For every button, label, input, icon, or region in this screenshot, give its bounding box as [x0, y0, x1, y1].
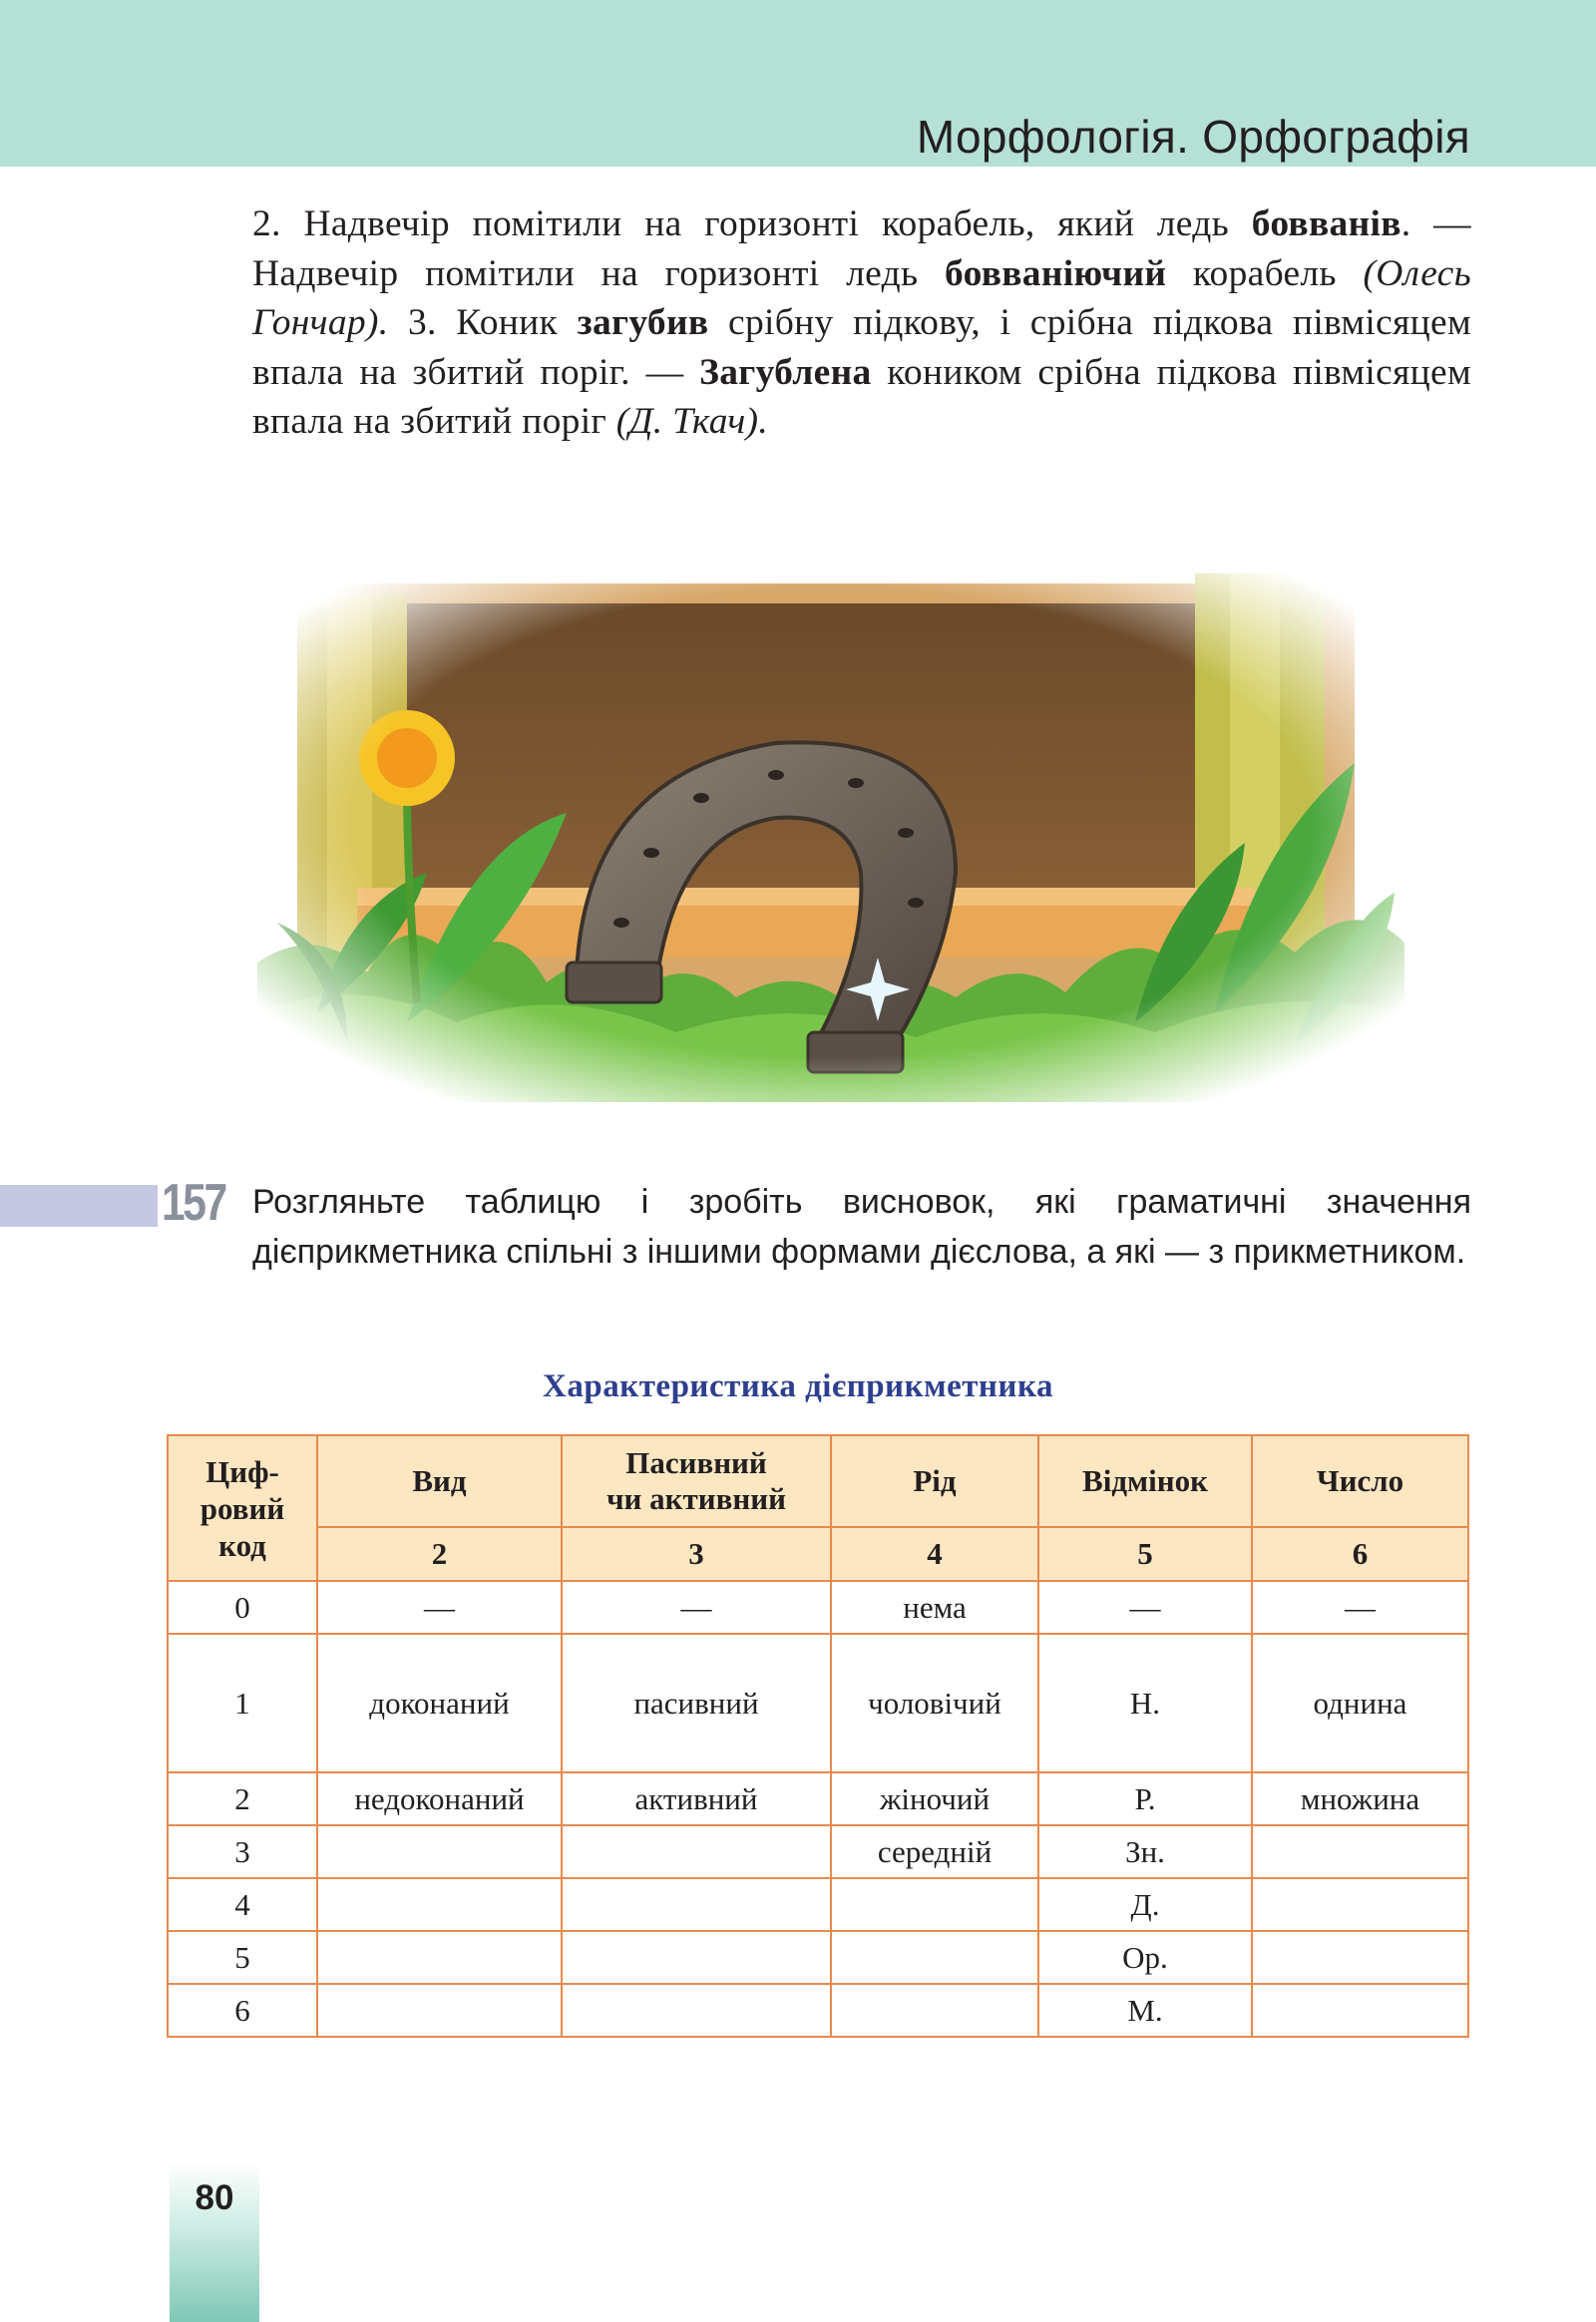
table-cell: нема	[831, 1581, 1038, 1634]
table-cell: множина	[1252, 1772, 1468, 1825]
table-cell: М.	[1038, 1984, 1252, 2037]
header-band	[0, 0, 1596, 167]
citation: (Д. Ткач).	[615, 401, 768, 442]
table-cell: жіночий	[831, 1772, 1038, 1825]
table-cell: Ор.	[1038, 1931, 1252, 1984]
table-row	[168, 1931, 1468, 1984]
passage-segment: корабель	[1166, 252, 1364, 294]
exercise-marker-bar	[0, 1185, 158, 1227]
table-cell: середній	[831, 1825, 1038, 1878]
table-cell	[562, 1931, 831, 1984]
table-cell	[1252, 1931, 1468, 1984]
table-cell: —	[562, 1581, 831, 1634]
column-number: 2	[317, 1527, 562, 1581]
table-cell: недоконаний	[317, 1772, 562, 1825]
table-cell: 3	[168, 1825, 317, 1878]
table-cell: —	[317, 1581, 562, 1634]
table-cell	[562, 1984, 831, 2037]
column-number: 5	[1038, 1527, 1252, 1581]
table-cell: 2	[168, 1772, 317, 1825]
page-number: 80	[195, 2178, 234, 2217]
passage-segment: 3. Коник	[388, 302, 578, 343]
table-cell: Н.	[1038, 1634, 1252, 1772]
table-cell: доконаний	[317, 1634, 562, 1772]
table-cell: Зн.	[1038, 1825, 1252, 1878]
highlighted-word: бовваніючий	[945, 252, 1167, 294]
highlighted-word: бовванів	[1251, 203, 1401, 244]
table-cell	[317, 1931, 562, 1984]
column-number: 4	[831, 1527, 1038, 1581]
table-cell: пасивний	[562, 1634, 831, 1772]
table-cell	[1252, 1984, 1468, 2037]
passage-segment: срібну підкову, і срібна підкова півмісяцем впала на збитий поріг. —	[252, 302, 1471, 393]
table-cell	[317, 1984, 562, 2037]
table-header-row	[168, 1435, 1468, 1527]
table-cell: активний	[562, 1772, 831, 1825]
table-cell: Р.	[1038, 1772, 1252, 1825]
table-cell: —	[1038, 1581, 1252, 1634]
table-cell	[831, 1931, 1038, 1984]
column-number: 6	[1252, 1527, 1468, 1581]
table-row	[168, 1772, 1468, 1825]
highlighted-word: Загублена	[699, 351, 872, 393]
table-cell	[562, 1825, 831, 1878]
column-header: Вид	[317, 1435, 562, 1527]
table-row	[168, 1984, 1468, 2037]
horseshoe-illustration	[257, 544, 1404, 1102]
table-cell	[317, 1878, 562, 1931]
citation: (Олесь Гончар).	[252, 252, 1471, 343]
table-title: Характеристика дієприкметника	[543, 1368, 1053, 1404]
table-cell: 4	[168, 1878, 317, 1931]
table-cell	[831, 1984, 1038, 2037]
table-cell	[831, 1878, 1038, 1931]
code-column-header: Циф- ровий код	[168, 1435, 317, 1581]
table-row	[168, 1878, 1468, 1931]
table-row	[168, 1581, 1468, 1634]
characteristics-table	[167, 1434, 1469, 2038]
table-cell	[1252, 1825, 1468, 1878]
table-cell	[1252, 1878, 1468, 1931]
passage-segment: . — Надвечір помітили на горизонті ледь	[252, 203, 1471, 294]
column-header: Число	[1252, 1435, 1468, 1527]
highlighted-word: загубив	[577, 302, 709, 343]
table-cell: 0	[168, 1581, 317, 1634]
table-cell	[317, 1825, 562, 1878]
passage-segment: 2. Надвечір помітили на горизонті корабель, який ледь	[252, 203, 1252, 244]
table-cell	[562, 1878, 831, 1931]
column-header: Пасивний чи активний	[562, 1435, 831, 1527]
table-cell: 6	[168, 1984, 317, 2037]
table-cell: однина	[1252, 1634, 1468, 1772]
passage-segment: коником срібна підкова півмісяцем впала на збитий поріг	[252, 351, 1471, 442]
exercise-text: Розгляньте таблицю і зробіть висновок, які граматичні значення дієприкметника спільні з іншими формами дієслова, а які — з прикметником.	[252, 1183, 1471, 1271]
table-cell: 5	[168, 1931, 317, 1984]
table-cell: чоловічий	[831, 1634, 1038, 1772]
column-header: Відмінок	[1038, 1435, 1252, 1527]
table-header-number-row	[168, 1527, 1468, 1581]
column-header: Рід	[831, 1435, 1038, 1527]
table-cell: 1	[168, 1634, 317, 1772]
table-cell: Д.	[1038, 1878, 1252, 1931]
section-title: Морфологія. Орфографія	[916, 111, 1470, 163]
table-row	[168, 1825, 1468, 1878]
table-row	[168, 1634, 1468, 1772]
passage-text	[252, 199, 1471, 447]
column-number: 3	[562, 1527, 831, 1581]
exercise-number: 157	[162, 1174, 225, 1232]
table-cell: —	[1252, 1581, 1468, 1634]
